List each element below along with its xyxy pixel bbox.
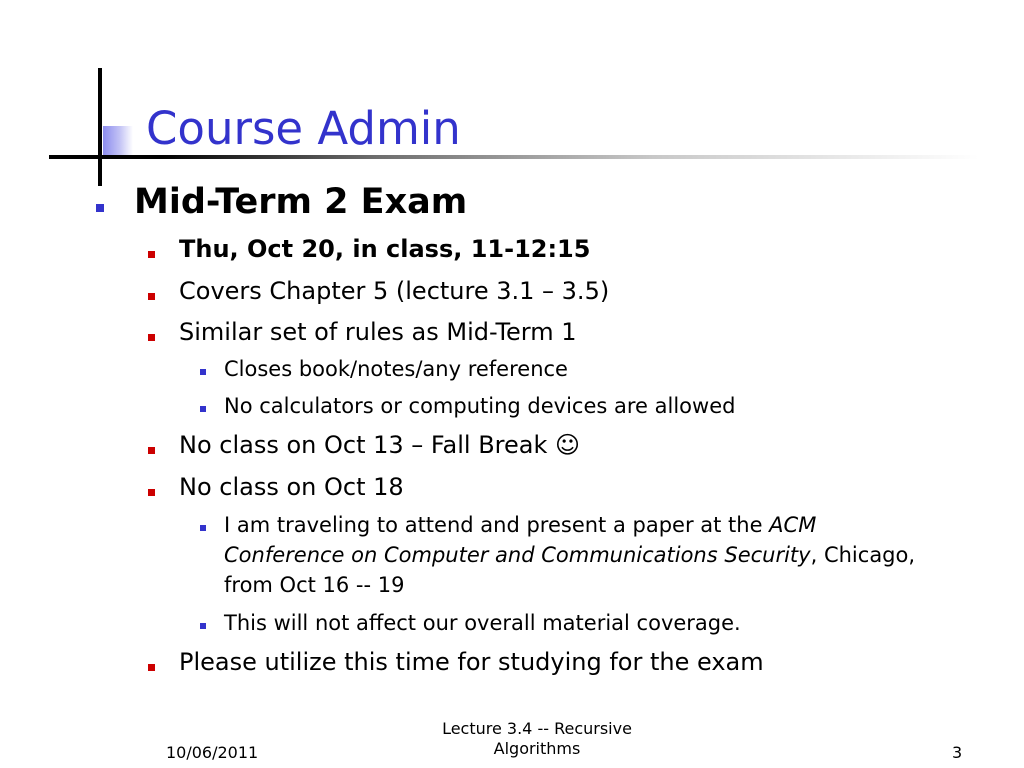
bullet-level2-icon [148,664,155,671]
item-study-time: Please utilize this time for studying for the exam [179,648,764,676]
bullet-level2-icon [148,447,155,454]
bullet-level2-icon [148,251,155,258]
item-rules: Similar set of rules as Mid-Term 1 [179,318,577,346]
bullet-level3-icon [200,406,206,412]
footer-lecture-line1: Lecture 3.4 -- Recursive [442,719,632,738]
footer-page-number: 3 [952,743,963,762]
conference-name-part1: ACM [769,513,817,537]
bullet-level2-icon [148,489,155,496]
title-gradient-square [103,126,133,156]
conference-name-part2: Conference on Computer and Communications Security [224,543,811,567]
subitem-coverage-note: This will not affect our overall material coverage. [224,611,741,635]
bullet-level3-icon [200,623,206,629]
bullet-level3-icon [200,369,206,375]
title-horizontal-rule [49,155,979,159]
item-fall-break [179,431,580,459]
bullet-level1-icon [96,204,104,212]
title-vertical-rule [98,68,102,186]
slide-title: Course Admin [146,102,461,155]
heading-midterm: Mid-Term 2 Exam [134,182,468,222]
subitem-closed-book: Closes book/notes/any reference [224,357,568,381]
bullet-level2-icon [148,293,155,300]
item-fall-break-text: No class on Oct 13 – Fall Break [179,431,548,459]
travel-text: I am traveling to attend and present a paper at the [224,513,770,537]
subitem-no-calculators: No calculators or computing devices are allowed [224,394,736,418]
item-exam-date: Thu, Oct 20, in class, 11-12:15 [179,235,591,263]
subitem-travel-line2 [224,540,915,570]
conference-city: , Chicago, [810,543,916,567]
item-no-class-oct18: No class on Oct 18 [179,473,404,501]
footer-lecture-line2: Algorithms [493,739,581,758]
subitem-travel-dates: from Oct 16 -- 19 [224,573,405,597]
subitem-travel-line1 [224,510,816,540]
smiley-icon: ☺ [555,431,581,459]
bullet-level3-icon [200,525,206,531]
item-coverage: Covers Chapter 5 (lecture 3.1 – 3.5) [179,277,610,305]
footer-lecture-title [387,719,687,759]
footer-date: 10/06/2011 [166,743,259,762]
bullet-level2-icon [148,334,155,341]
